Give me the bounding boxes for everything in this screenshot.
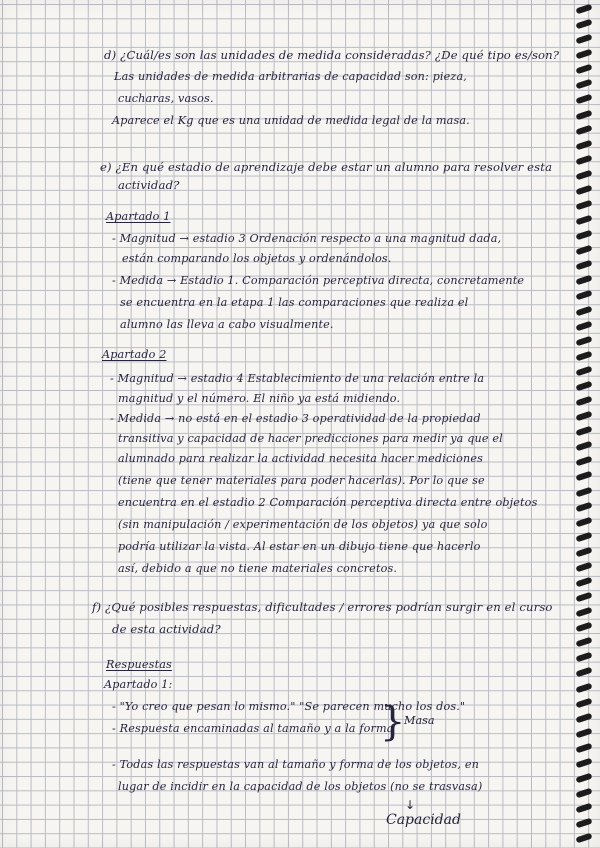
spiral-ring	[575, 426, 592, 437]
spiral-ring	[575, 441, 592, 452]
spiral-ring	[575, 773, 592, 784]
curly-brace-icon: }	[380, 699, 406, 745]
spiral-ring	[575, 139, 592, 150]
spiral-ring	[575, 200, 592, 211]
spiral-ring	[575, 381, 592, 392]
spiral-ring	[575, 712, 592, 723]
spiral-ring	[575, 562, 592, 573]
spiral-ring	[575, 154, 592, 165]
spiral-ring	[575, 4, 592, 15]
note-line: podría utilizar la vista. Al estar en un dibujo tiene que hacerlo	[118, 540, 481, 553]
spiral-ring	[575, 743, 592, 754]
spiral-ring	[575, 546, 592, 557]
spiral-ring	[575, 260, 592, 271]
spiral-ring	[575, 290, 592, 301]
spiral-ring	[575, 788, 592, 799]
note-line: - Medida → no está en el estadio 3 operatividad de la propiedad	[110, 412, 481, 425]
note-line: Aparece el Kg que es una unidad de medida legal de la masa.	[112, 114, 470, 127]
spiral-ring	[575, 350, 592, 361]
section-heading: Respuestas	[106, 658, 172, 671]
spiral-ring	[575, 185, 592, 196]
question-d: d) ¿Cuál/es son las unidades de medida consideradas? ¿De qué tipo es/son?	[104, 48, 560, 62]
spiral-ring	[575, 245, 592, 256]
note-line: se encuentra en la etapa 1 las comparaciones que realiza el	[120, 296, 469, 309]
section-heading: Apartado 2	[102, 348, 167, 361]
question-f: f) ¿Qué posibles respuestas, dificultades / errores podrían surgir en el curso	[92, 600, 553, 614]
spiral-ring	[575, 396, 592, 407]
note-line: - Medida → Estadio 1. Comparación perceptiva directa, concretamente	[112, 274, 525, 287]
note-line: están comparando los objetos y ordenándolos.	[122, 252, 392, 265]
spiral-ring	[575, 486, 592, 497]
note-line: cucharas, vasos.	[118, 92, 214, 105]
final-word: Capacidad	[386, 812, 461, 828]
note-line: Apartado 1:	[104, 678, 173, 691]
spiral-ring	[575, 366, 592, 377]
spiral-ring	[575, 275, 592, 286]
spiral-ring	[575, 230, 592, 241]
note-line: encuentra en el estadio 2 Comparación perceptiva directa entre objetos	[118, 496, 538, 509]
brace-label: Masa	[404, 714, 435, 727]
spiral-ring	[575, 456, 592, 467]
spiral-ring	[575, 49, 592, 60]
note-line: - Todas las respuestas van al tamaño y forma de los objetos, en	[112, 758, 479, 771]
spiral-ring	[575, 34, 592, 45]
spiral-ring	[575, 531, 592, 542]
spiral-ring	[575, 607, 592, 618]
spiral-ring	[575, 667, 592, 678]
note-line: - "Yo creo que pesan lo mismo." "Se parecen mucho los dos."	[112, 700, 466, 713]
spiral-ring	[575, 803, 592, 814]
note-line: alumno las lleva a cabo visualmente.	[120, 318, 334, 331]
spiral-ring	[575, 79, 592, 90]
spiral-ring	[575, 124, 592, 135]
note-line: de esta actividad?	[112, 622, 221, 636]
spiral-ring	[575, 577, 592, 588]
section-heading: Apartado 1	[106, 210, 171, 223]
spiral-ring	[575, 94, 592, 105]
spiral-ring	[575, 727, 592, 738]
spiral-ring	[575, 215, 592, 226]
note-line: así, debido a que no tiene materiales concretos.	[118, 562, 398, 575]
down-arrow-icon: ↓	[405, 798, 416, 812]
spiral-ring	[575, 170, 592, 181]
note-line: Las unidades de medida arbitrarias de capacidad son: pieza,	[114, 70, 467, 83]
note-line: actividad?	[118, 178, 180, 192]
note-line: (sin manipulación / experimentación de los objetos) ya que solo	[118, 518, 488, 531]
spiral-ring	[575, 622, 592, 633]
note-line: alumnado para realizar la actividad necesita hacer mediciones	[118, 452, 484, 465]
spiral-ring	[575, 682, 592, 693]
note-line: transitiva y capacidad de hacer predicciones para medir ya que el	[118, 432, 503, 445]
spiral-ring	[575, 833, 592, 844]
note-line: - Respuesta encaminadas al tamaño y a la forma	[112, 722, 394, 735]
note-line: magnitud y el número. El niño ya está midiendo.	[118, 392, 401, 405]
spiral-ring	[575, 652, 592, 663]
note-line: (tiene que tener materiales para poder hacerlas). Por lo que se	[118, 474, 485, 487]
spiral-ring	[575, 335, 592, 346]
spiral-ring	[575, 501, 592, 512]
spiral-ring	[575, 516, 592, 527]
spiral-ring	[575, 320, 592, 331]
note-line: lugar de incidir en la capacidad de los objetos (no se trasvasa)	[118, 780, 483, 793]
spiral-ring	[575, 411, 592, 422]
spiral-ring	[575, 592, 592, 603]
note-line: - Magnitud → estadio 3 Ordenación respecto a una magnitud dada,	[112, 232, 502, 245]
spiral-ring	[575, 305, 592, 316]
spiral-ring	[575, 697, 592, 708]
spiral-ring	[575, 818, 592, 829]
spiral-ring	[575, 19, 592, 30]
spiral-ring	[575, 471, 592, 482]
spiral-binding	[576, 6, 596, 842]
spiral-ring	[575, 758, 592, 769]
spiral-ring	[575, 64, 592, 75]
spiral-ring	[575, 109, 592, 120]
note-line: - Magnitud → estadio 4 Establecimiento de una relación entre la	[110, 372, 485, 385]
spiral-ring	[575, 637, 592, 648]
question-e: e) ¿En qué estadio de aprendizaje debe estar un alumno para resolver esta	[100, 160, 553, 174]
